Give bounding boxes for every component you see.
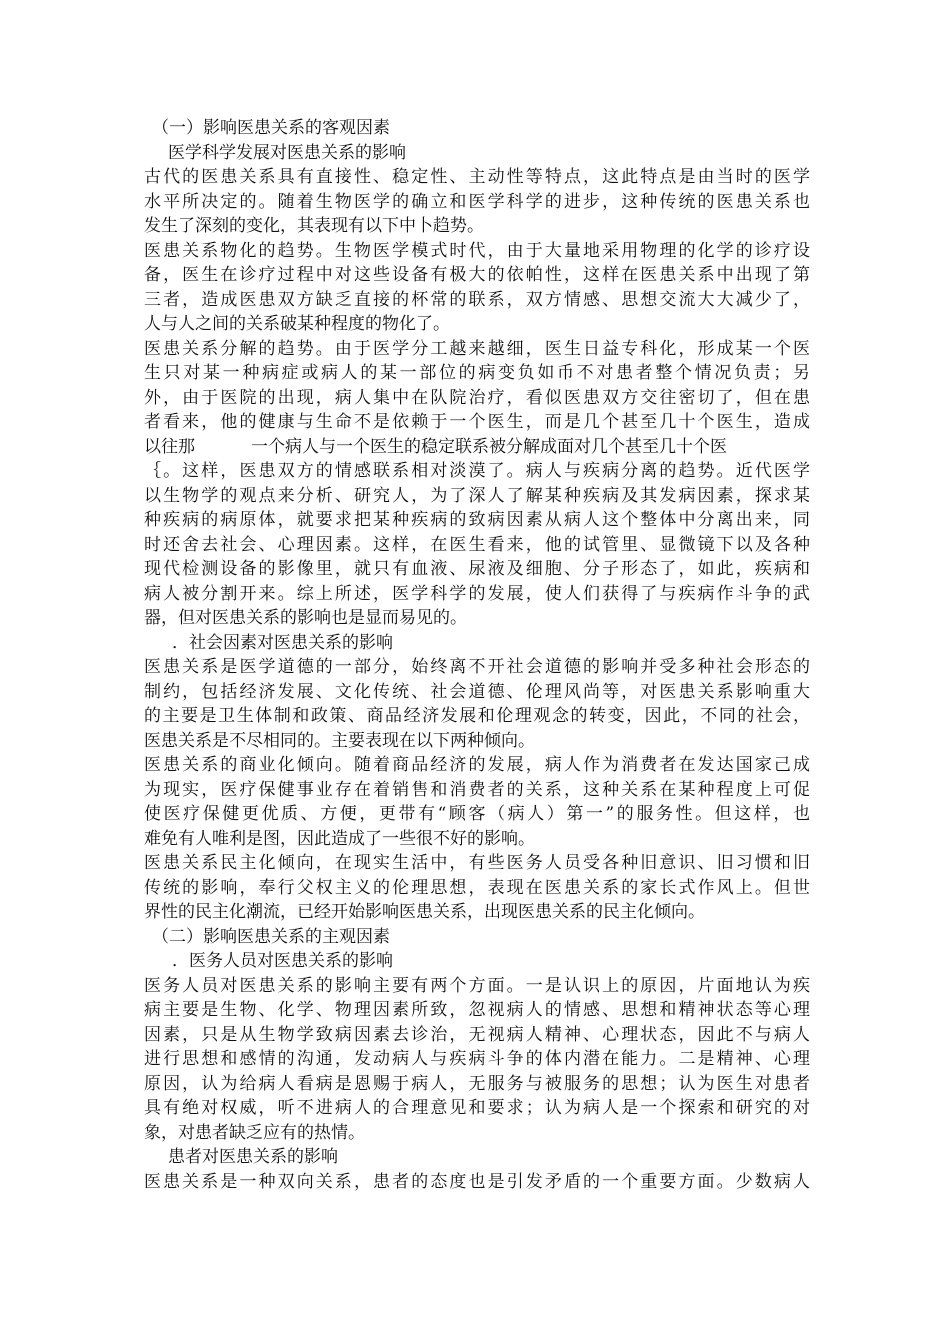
text-line: 原因，认为给病人看病是恩赐于病人，无服务与被服务的思想；认为医生对患者 [144, 1073, 810, 1094]
text-line: 制约，包括经济发展、文化传统、社会道德、伦理风尚等，对医患关系影响重大 [144, 681, 810, 702]
paragraph-democratization [144, 851, 810, 925]
text-fragment: 一个病人与一个医生的稳定联系被分解成面对几个甚至几十个医 [251, 436, 727, 457]
text-line: 传统的影响，奉行父权主义的伦理思想，表现在医患关系的家长式作风上。但世 [144, 877, 810, 898]
paragraph-social-morality [144, 655, 810, 753]
section-heading-subjective: （二）影响医患关系的主观因素 [152, 926, 390, 947]
text-line: 人与人之间的关系破某种程度的物化了。 [144, 314, 450, 334]
section-heading-objective: （一）影响医患关系的客观因素 [152, 118, 390, 138]
text-line: 医患关系是一种双向关系，患者的态度也是引发矛盾的一个重要方面。少数病人 [144, 1171, 810, 1192]
text-line: 医患关系物化的趋势。生物医学模式时代，由于大量地采用物理的化学的诊疗设 [144, 240, 810, 261]
text-line: 医患关系分解的趋势。由于医学分工越来越细，医生日益专科化，形成某一个医 [144, 338, 810, 359]
text-line: 病人被分割开来。综上所述，医学科学的发展，使人们获得了与疾病作斗争的武 [144, 583, 810, 604]
text-line: 者看来，他的健康与生命不是依赖于一个医生，而是几个甚至几十个医生，造成 [144, 412, 810, 432]
text-line: 象，对患者缺乏应有的热情。 [144, 1122, 365, 1143]
text-line: ｛。这样，医患双方的情感联系相对淡漠了。病人与疾病分离的趋势。近代医学 [144, 461, 810, 481]
text-line-split [144, 435, 810, 460]
paragraph-decomposition-trend [144, 337, 810, 460]
text-line: 时还舍去社会、心理因素。这样，在医生看来，他的试管里、显微镜下以及各种 [144, 534, 810, 555]
text-line: 医患关系是不尽相同的。主要表现在以下两种倾向。 [144, 730, 535, 751]
text-line: 三者，造成医患双方缺乏直接的杯常的联系，双方情感、思想交流大大减少了， [144, 289, 810, 310]
text-line: 生只对某一种病症或病人的某一部位的病变负如币不对患者整个情况负责；另 [144, 363, 810, 383]
text-line: 进行思想和感情的沟通，发动病人与疾病斗争的体内潜在能力。二是精神、心理 [144, 1049, 810, 1069]
text-line: 水平所决定的。随着生物医学的确立和医学科学的进步，这种传统的医患关系也 [144, 191, 810, 212]
text-line: 医患关系的商业化倾向。随着商品经济的发展，病人作为消费者在发达国家己成 [144, 755, 810, 775]
text-line: 医患关系是医学道德的一部分，始终离不开社会道德的影响并受多种社会形态的 [144, 657, 810, 677]
text-line: 使医疗保健更优质、方便，更带有“顾客（病人）第一”的服务性。但这样，也 [144, 804, 810, 824]
document-page [144, 116, 810, 1194]
text-line: 备，医生在诊疗过程中对这些设备有极大的依帕性，这样在医患关系中出现了第 [144, 265, 810, 285]
subheading-patients: 患者对医患关系的影响 [168, 1147, 338, 1167]
text-line: 难免有人唯利是图，因此造成了一些很不好的影响。 [144, 828, 535, 849]
paragraph-patients [144, 1170, 810, 1195]
paragraph-ancient-relations [144, 165, 810, 239]
text-line: 的主要是卫生体制和政策、商品经济发展和伦理观念的转变，因此，不同的社会， [144, 706, 810, 726]
paragraph-materialization-trend [144, 239, 810, 337]
text-line: 外，由于医院的出现，病人集中在队院治疗，看似医患双方交往密切了，但在患 [144, 387, 810, 408]
text-line: 具有绝对权威，听不进病人的合理意见和要求；认为病人是一个探索和研究的对 [144, 1098, 810, 1118]
text-line: 界性的民主化潮流，已经开始影响医患关系，出现医患关系的民主化倾向。 [144, 902, 705, 922]
paragraph-separation-trend [144, 459, 810, 631]
text-line: 以生物学的观点来分析、研究人，为了深人了解某种疾病及其发病因素，探求某 [144, 485, 810, 506]
paragraph-medical-staff [144, 974, 810, 1146]
text-fragment: 以往那 [144, 436, 195, 457]
text-line: 为现实，医疗保健事业存在着销售和消费者的关系，这种关系在某种程度上可促 [144, 779, 810, 800]
text-line: 种疾病的病原体，就要求把某种疾病的致病因素从病人这个整体中分离出来，同 [144, 510, 810, 530]
paragraph-commercialization [144, 753, 810, 851]
text-line: 古代的医患关系具有直接性、稳定性、主动性等特点，这此特点是由当时的医学 [144, 167, 810, 187]
subheading-social-factors: ．社会因素对医患关系的影响 [172, 632, 393, 653]
text-line: 因素，只是从生物学致病因素去诊治，无视病人精神、心理状态，因此不与病人 [144, 1024, 810, 1045]
text-line: 病主要是生物、化学、物理因素所致，忽视病人的情感、思想和精神状态等心理 [144, 1000, 810, 1020]
text-line: 医务人员对医患关系的影响主要有两个方面。一是认识上的原因，片面地认为疾 [144, 975, 810, 996]
subheading-medical-science: 医学科学发展对医患关系的影响 [168, 142, 406, 163]
text-line: 医患关系民主化倾向，在现实生活中，有些医务人员受各种旧意识、旧习惯和旧 [144, 853, 810, 873]
subheading-medical-staff: ．医务人员对医患关系的影响 [172, 951, 393, 971]
text-line: 发生了深刻的变化，其表现有以下中卜趋势。 [144, 216, 484, 236]
text-line: 器，但对医患关系的影响也是显而易见的。 [144, 608, 467, 628]
text-line: 现代检测设备的影像里，就只有血液、尿液及细胞、分子形态了，如此，疾病和 [144, 559, 810, 579]
